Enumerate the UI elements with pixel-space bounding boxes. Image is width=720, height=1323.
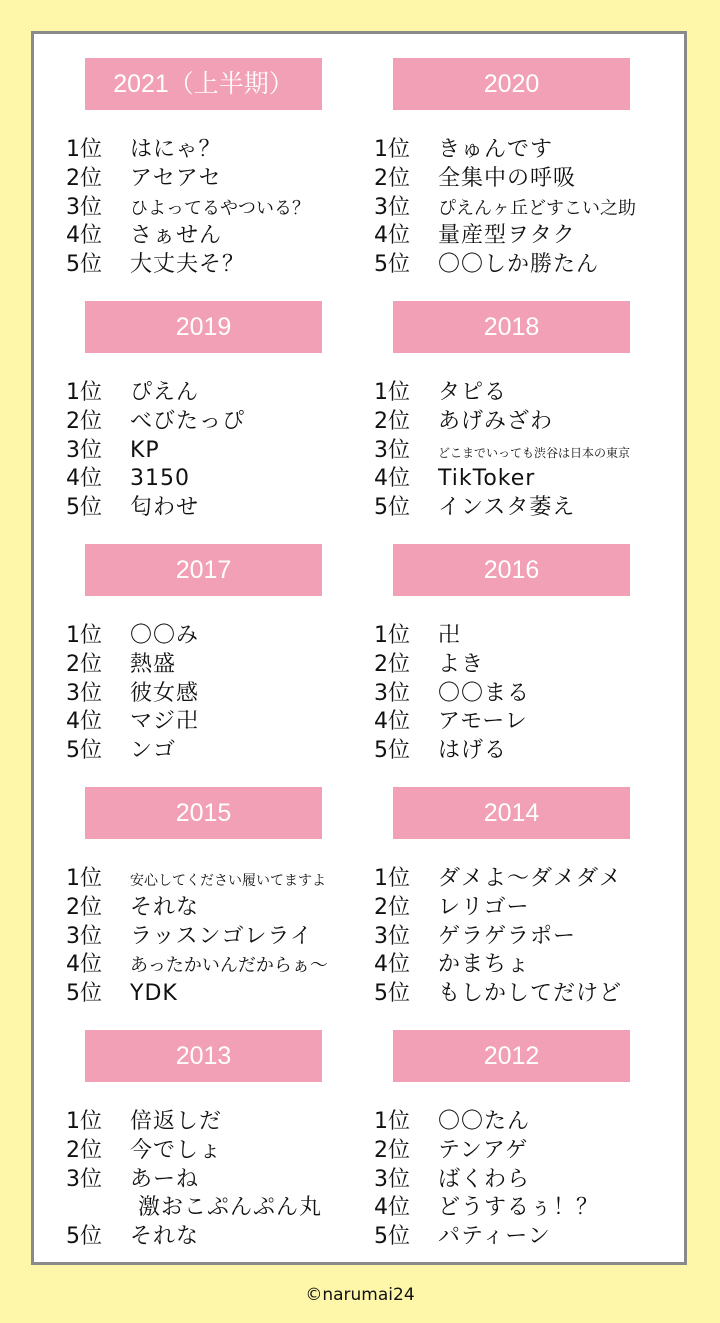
rank-row: [66, 622, 199, 651]
rank-word: YDK: [130, 981, 178, 1007]
year-label: 2019: [85, 301, 322, 353]
rank-row: [374, 708, 530, 737]
rank-number: 3位: [66, 680, 102, 706]
credit-text: ©narumai24: [305, 1285, 415, 1305]
rank-number: 4位: [374, 952, 410, 978]
rank-row: [374, 494, 630, 523]
rank-number: 2位: [66, 894, 102, 920]
rank-list: [374, 379, 630, 523]
rank-list: [374, 622, 530, 766]
rank-number: 3位: [66, 437, 102, 463]
rank-word: レリゴー: [438, 894, 530, 920]
rank-number: 3位: [374, 194, 410, 220]
rank-word: アモーレ: [438, 709, 528, 735]
rank-number: 3位: [374, 437, 410, 463]
rank-number: 4位: [374, 709, 410, 735]
rank-number: 2位: [374, 1137, 410, 1163]
rank-number: 3位: [374, 680, 410, 706]
rank-row: [66, 1108, 322, 1137]
rank-word: 〇〇たん: [438, 1109, 531, 1134]
rank-row: [374, 251, 636, 280]
rank-row: [374, 1194, 599, 1223]
rank-word: マジ卍: [130, 709, 200, 735]
rank-number: 5位: [374, 738, 410, 764]
rank-word: ンゴ: [130, 738, 177, 764]
rank-list: [66, 865, 328, 1009]
rank-list: [66, 379, 245, 523]
rank-word: 匂わせ: [130, 495, 200, 521]
rank-number: 3位: [66, 1166, 102, 1192]
rank-word: 大丈夫そ？: [130, 252, 246, 278]
year-section-2015: [34, 763, 352, 1005]
rank-word: さぁせん: [130, 223, 223, 249]
rank-row: [374, 622, 530, 651]
rank-word: はにゃ？: [130, 137, 222, 162]
rank-row: [66, 251, 310, 280]
rank-number: 5位: [374, 981, 410, 1007]
ranking-card: [31, 31, 687, 1265]
rank-row: [374, 194, 636, 223]
rank-row: [66, 408, 245, 437]
rank-number: 5位: [66, 495, 102, 521]
year-section-2014: [342, 763, 660, 1005]
rank-number: 1位: [66, 137, 102, 162]
year-section-2018: [342, 277, 660, 519]
rank-number: 3位: [66, 923, 102, 949]
rank-row: [374, 136, 636, 165]
rank-word: タピる: [438, 380, 508, 405]
year-label: 2012: [393, 1030, 630, 1082]
rank-row: [374, 1108, 599, 1137]
rank-word: 彼女感: [130, 680, 200, 706]
rank-row: [66, 465, 245, 494]
rank-number: 5位: [66, 1224, 102, 1250]
year-section-2012: [342, 1006, 660, 1248]
rank-word: 激おこぷんぷん丸: [138, 1195, 323, 1221]
rank-row: [374, 465, 630, 494]
year-label: 2020: [393, 58, 630, 110]
rank-word: ばくわら: [438, 1166, 531, 1192]
rank-row: [66, 980, 328, 1009]
rank-number: 2位: [374, 408, 410, 434]
rank-row: [374, 1137, 599, 1166]
rank-number: 4位: [66, 466, 102, 492]
rank-number: 3位: [374, 1166, 410, 1192]
rank-word: それな: [130, 894, 200, 920]
year-section-2016: [342, 520, 660, 762]
rank-word: きゅんです: [438, 137, 554, 162]
rank-row: [374, 222, 636, 251]
rank-row: [66, 136, 310, 165]
year-section-2017: [34, 520, 352, 762]
rank-row: [66, 437, 245, 466]
rank-row: [374, 865, 622, 894]
rank-list: [66, 1108, 322, 1252]
rank-row: [66, 379, 245, 408]
rank-row: [374, 737, 530, 766]
rank-row: [66, 165, 310, 194]
rank-row: [374, 951, 622, 980]
rank-word: それな: [130, 1224, 200, 1250]
year-section-2020: [342, 34, 660, 276]
rank-row: [66, 708, 199, 737]
rank-word: TikToker: [438, 466, 536, 492]
rank-row: [374, 651, 530, 680]
rank-row: [374, 437, 630, 466]
rank-number: 5位: [66, 738, 102, 764]
rank-number: 1位: [66, 380, 102, 405]
rank-number: 5位: [374, 252, 410, 278]
rank-number: 2位: [374, 165, 410, 191]
rank-word: アセアセ: [130, 165, 222, 191]
rank-row: [66, 194, 310, 223]
rank-number: 4位: [66, 223, 102, 249]
rank-list: [66, 622, 199, 766]
rank-row: [374, 894, 622, 923]
rank-row: [374, 408, 630, 437]
rank-row: [374, 165, 636, 194]
rank-word: KP: [130, 437, 160, 463]
year-section-2021: [34, 34, 352, 276]
rank-word: ひよってるやついる？: [130, 197, 310, 219]
rank-list: [374, 865, 622, 1009]
rank-number: 4位: [374, 1195, 410, 1221]
rank-number: 2位: [66, 651, 102, 677]
rank-number: 2位: [374, 651, 410, 677]
rank-list: [66, 136, 310, 280]
rank-row: [374, 680, 530, 709]
rank-word: ぴえん: [130, 380, 200, 405]
rank-number: 1位: [66, 623, 102, 648]
year-label: 2021（上半期）: [85, 58, 322, 110]
rank-word: テンアゲ: [438, 1137, 529, 1163]
rank-row: [374, 923, 622, 952]
rank-number: 4位: [374, 466, 410, 492]
rank-row: [374, 1166, 599, 1195]
rank-word: インスタ萎え: [438, 495, 576, 521]
rank-number: 1位: [66, 1109, 102, 1134]
rank-row: [66, 1223, 322, 1252]
rank-word: はげる: [438, 738, 508, 764]
rank-number: 1位: [374, 137, 410, 162]
rank-number: 4位: [66, 952, 102, 978]
rank-word: 3150: [130, 466, 190, 492]
rank-word: かまちょ: [438, 952, 531, 978]
year-section-2013: [34, 1006, 352, 1248]
rank-row: [66, 651, 199, 680]
rank-row: [66, 894, 328, 923]
rank-row: [66, 951, 328, 980]
rank-row: [66, 494, 245, 523]
rank-number: 2位: [66, 165, 102, 191]
rank-number: 3位: [374, 923, 410, 949]
rank-row: [66, 737, 199, 766]
rank-word: ラッスンゴレライ: [130, 923, 313, 949]
rank-number: 1位: [374, 380, 410, 405]
rank-word: 卍: [438, 623, 462, 648]
rank-list: [374, 1108, 599, 1252]
year-label: 2017: [85, 544, 322, 596]
rank-row: [374, 379, 630, 408]
rank-number: 4位: [66, 709, 102, 735]
rank-word: べびたっぴ: [130, 408, 246, 434]
rank-number: 3位: [66, 194, 102, 220]
rank-word: ゲラゲラポー: [438, 923, 577, 949]
year-section-2019: [34, 277, 352, 519]
rank-word: 〇〇まる: [438, 680, 531, 706]
rank-number: 2位: [66, 408, 102, 434]
year-label: 2015: [85, 787, 322, 839]
rank-number: 2位: [374, 894, 410, 920]
rank-word: ぴえんヶ丘どすこい之助: [438, 197, 636, 219]
rank-row: [66, 923, 328, 952]
rank-word: 熱盛: [130, 651, 177, 677]
rank-number: 1位: [374, 866, 410, 891]
rank-word: どうするぅ！？: [438, 1195, 600, 1221]
rank-number: 2位: [66, 1137, 102, 1163]
rank-word: よき: [438, 651, 485, 677]
rank-row: [66, 222, 310, 251]
rank-number: 1位: [374, 1109, 410, 1134]
year-label: 2013: [85, 1030, 322, 1082]
rank-row: [66, 680, 199, 709]
rank-word: パティーン: [438, 1224, 551, 1250]
rank-number: 5位: [66, 981, 102, 1007]
rank-word: 今でしょ: [130, 1137, 223, 1163]
rank-row: [66, 1194, 322, 1223]
rank-word: 倍返しだ: [130, 1109, 223, 1134]
rank-number: 5位: [66, 252, 102, 278]
rank-row: [66, 1137, 322, 1166]
rank-word: あげみざわ: [438, 408, 554, 434]
rank-row: [66, 865, 328, 894]
rank-word: あーね: [130, 1166, 200, 1192]
rank-word: 安心してください履いてますよ: [130, 873, 326, 889]
rank-word: 全集中の呼吸: [438, 165, 577, 191]
rank-row: [66, 1166, 322, 1195]
rank-word: あったかいんだからぁ〜: [130, 955, 328, 977]
rank-number: 1位: [66, 866, 102, 891]
rank-row: [374, 1223, 599, 1252]
year-label: 2016: [393, 544, 630, 596]
year-label: 2018: [393, 301, 630, 353]
rank-word: 量産型ヲタク: [438, 223, 576, 249]
rank-number: 5位: [374, 1224, 410, 1250]
rank-row: [374, 980, 622, 1009]
year-label: 2014: [393, 787, 630, 839]
rank-number: 5位: [374, 495, 410, 521]
rank-word: ダメよ〜ダメダメ: [438, 866, 623, 891]
rank-number: 4位: [374, 223, 410, 249]
rank-word: もしかしてだけど: [438, 981, 623, 1007]
rank-number: 1位: [374, 623, 410, 648]
rank-word: 〇〇み: [130, 623, 200, 648]
rank-list: [374, 136, 636, 280]
rank-word: 〇〇しか勝たん: [438, 252, 600, 278]
rank-word: どこまでいっても渋谷は日本の東京: [438, 445, 631, 460]
